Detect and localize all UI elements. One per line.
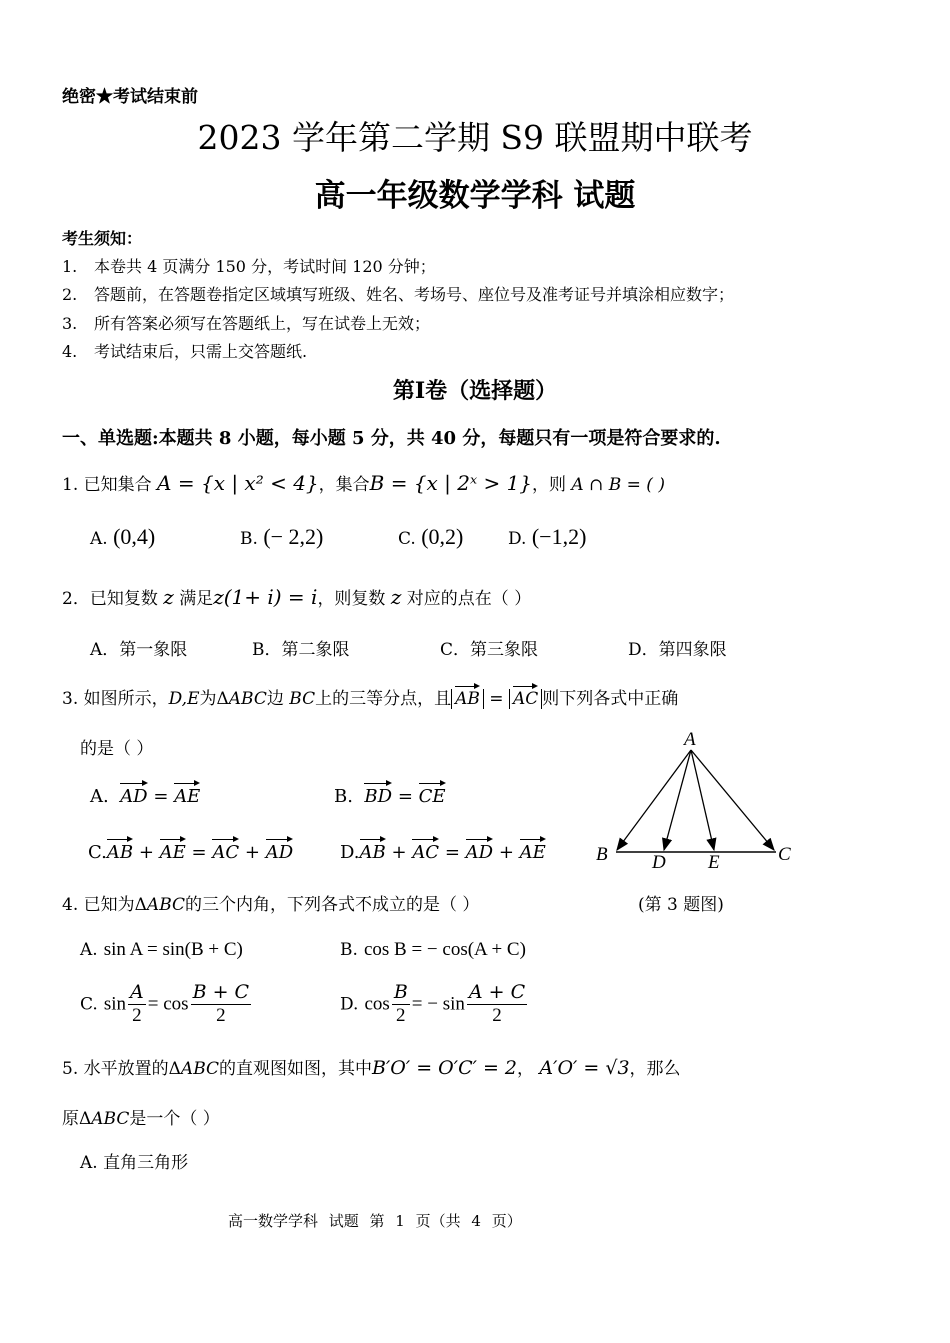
question-3-line2: 的是（ ） <box>80 739 154 759</box>
q1-option-c: C. (0,2) <box>398 524 464 549</box>
section-title: 第Ⅰ卷（选择题） <box>392 378 558 404</box>
label-b: B <box>596 844 608 865</box>
vector-ae <box>691 750 714 850</box>
q3-option-b: B. BD = CE <box>334 786 446 807</box>
notice-heading: 考生须知： <box>62 229 143 248</box>
q5-option-a: A. 直角三角形 <box>80 1153 189 1173</box>
question-5-line2: 原ΔABC是一个（ ） <box>62 1109 220 1129</box>
exam-title: 2023 学年第二学期 S9 联盟期中联考 <box>197 118 753 157</box>
q2-option-c: C．第三象限 <box>440 640 539 660</box>
notice-item: 1. 本卷共 4 页满分 150 分，考试时间 120 分钟； <box>62 257 436 276</box>
q1-option-a: A. (0,4) <box>90 524 156 549</box>
label-a: A <box>684 729 696 750</box>
q1-option-d: D. (−1,2) <box>508 524 587 549</box>
question-4: 4. 已知为ΔABC的三个内角，下列各式不成立的是（ ） <box>62 895 480 915</box>
q2-option-d: D．第四象限 <box>628 640 727 660</box>
vector-ab <box>617 750 691 850</box>
q3-option-a: A. AD = AE <box>90 786 201 807</box>
notice-item: 3. 所有答案必须写在答题纸上，写在试卷上无效； <box>62 314 431 333</box>
label-c: C <box>778 844 791 865</box>
vector-ac <box>691 750 774 850</box>
q3-option-c: C.AB + AE = AC + AD <box>88 842 294 863</box>
secret-label: 绝密★考试结束前 <box>62 87 198 107</box>
part1-heading: 一、单选题:本题共 8 小题，每小题 5 分，共 40 分，每题只有一项是符合要求的. <box>62 428 721 449</box>
label-d: D <box>652 852 666 873</box>
question-1: 1. 已知集合 A = {x | x² < 4}，集合B = {x | 2ˣ > 1}，则 A ∩ B = ( ) <box>62 471 665 495</box>
q2-option-b: B．第二象限 <box>252 640 350 660</box>
notice-item: 2. 答题前，在答题卷指定区域填写班级、姓名、考场号、座位号及准考证号并填涂相应数字； <box>62 285 735 304</box>
triangle-figure <box>588 728 808 876</box>
question-5: 5. 水平放置的ΔABC的直观图如图，其中B′O′ = O′C′ = 2， A′O′ = √3，那么 <box>62 1057 681 1079</box>
notice-item: 4. 考试结束后，只需上交答题纸. <box>62 342 308 361</box>
q4-option-a: A. sin A = sin(B + C) <box>80 939 243 960</box>
label-e: E <box>708 852 720 873</box>
q3-option-d: D.AB + AC = AD + AE <box>340 842 546 863</box>
question-2: 2．已知复数 z 满足z(1+ i) = i，则复数 z 对应的点在（ ） <box>62 585 532 609</box>
page-footer: 高一数学学科 试题 第 1 页（共 4 页） <box>228 1212 522 1230</box>
exam-subtitle: 高一年级数学学科 试题 <box>314 178 636 214</box>
q4-option-b: B. cos B = − cos(A + C) <box>340 939 526 960</box>
q1-option-b: B. (− 2,2) <box>240 524 324 549</box>
question-3: 3. 如图所示，D,E为ΔABC边 BC上的三等分点，且 AB = AC 则下列各式中正确 <box>62 689 679 709</box>
q2-option-a: A．第一象限 <box>90 640 188 660</box>
q4-option-d: D. cos $\frac{B}{2}$ = − sin $\frac{A + C}{2}$ <box>340 981 526 1026</box>
q4-option-c: C. sin $\frac{A}{2}$ = cos $\frac{B + C}{2}$ <box>80 981 250 1026</box>
figure-3-caption: (第 3 题图) <box>638 895 724 915</box>
vector-ad <box>664 750 691 850</box>
